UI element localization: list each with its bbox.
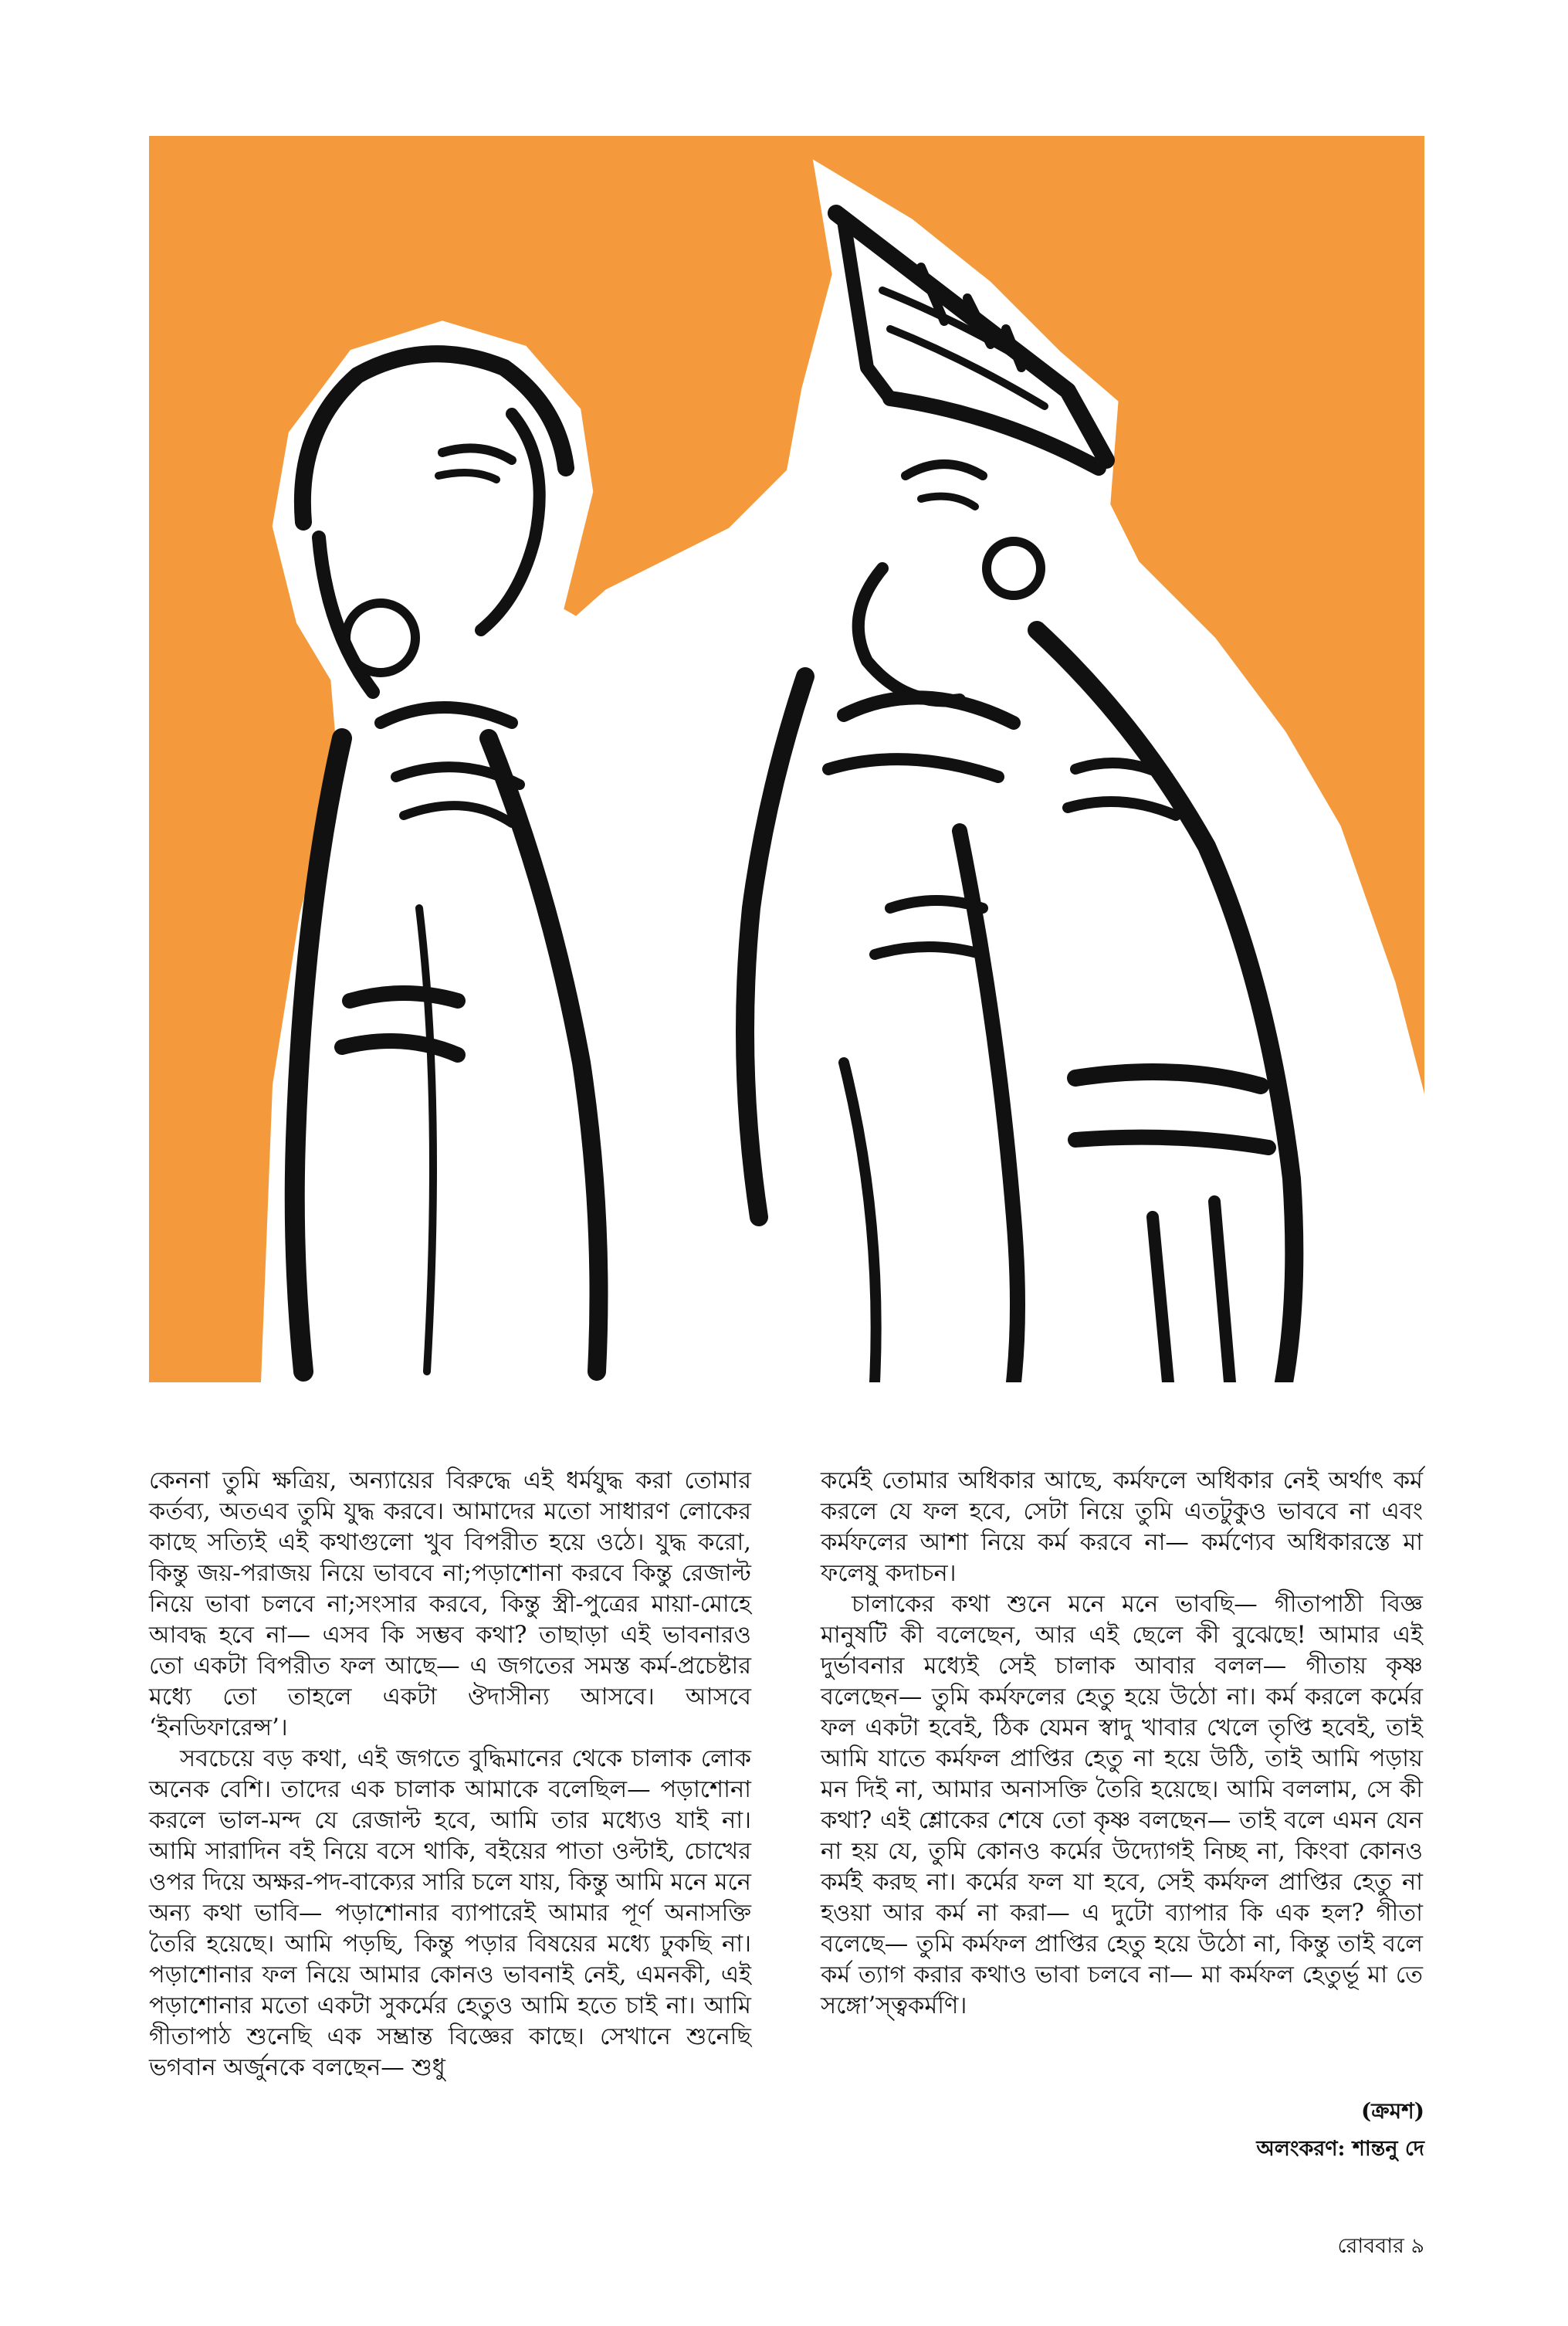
- paragraph: সবচেয়ে বড় কথা, এই জগতে বুদ্ধিমানের থেকে চালাক লোক অনেক বেশি। তাদের এক চালাক আমাকে বলেছিল— পড়াশোনা করলে ভাল-মন্দ যে রেজাল্ট হবে, আমি তার মধ্যেও যাই না। আমি সারাদিন বই নিয়ে বসে থাকি, বইয়ের পাতা ওল্টাই, চোখের ওপর দিয়ে অক্ষর-পদ-বাক্যের সারি চলে যায়, কিন্তু আমি মনে মনে অন্য কথা ভাবি— পড়াশোনার ব্যাপারেই আমার পূর্ণ অনাসক্তি তৈরি হয়েছে। আমি পড়ছি, কিন্তু পড়ার বিষয়ের মধ্যে ঢুকছি না। পড়াশোনার ফল নিয়ে আমার কোনও ভাবনাই নেই, এমনকী, এই পড়াশোনার মতো একটা সুকর্মের হেতুও আমি হতে চাই না। আমি গীতাপাঠ শুনেছি এক সম্ভ্রান্ত বিজ্ঞের কাছে। সেখানে শুনেছি ভগবান অর্জুনকে বলছেন— শুধু: [149, 1745, 751, 2081]
- paragraph: কেননা তুমি ক্ষত্রিয়, অন্যায়ের বিরুদ্ধে এই ধর্মযুদ্ধ করা তোমার কর্তব্য, অতএব তুমি যুদ্ধ করবে। আমাদের মতো সাধারণ লোকের কাছে সত্যিই এই কথাগুলো খুব বিপরীত হয়ে ওঠে। যুদ্ধ করো, কিন্তু জয়-পরাজয় নিয়ে ভাববে না;পড়াশোনা করবে কিন্তু রেজাল্ট নিয়ে ভাবা চলবে না;সংসার করবে, কিন্তু স্ত্রী-পুত্রের মায়া-মোহে আবদ্ধ হবে না— এসব কি সম্ভব কথা? তাছাড়া এই ভাবনারও তো একটা বিপরীত ফল আছে— এ জগতের সমস্ত কর্ম-প্রচেষ্টার মধ্যে তো তাহলে একটা ঔদাসীন্য আসবে। আসবে ‘ইনডিফারেন্স’।: [149, 1467, 751, 1741]
- illustration: [149, 136, 1424, 1382]
- illustration-credit: অলংকরণ: শান্তনু দে: [1256, 2137, 1424, 2161]
- page-number: রোববার ৯: [1337, 2234, 1424, 2258]
- article-column-right: [821, 1466, 1423, 2022]
- continued-label: (ক্রমশ): [1360, 2098, 1424, 2124]
- paragraph: চালাকের কথা শুনে মনে মনে ভাবছি— গীতাপাঠী বিজ্ঞ মানুষটি কী বলেছেন, আর এই ছেলে কী বুঝেছে! আমার এই দুর্ভাবনার মধ্যেই সেই চালাক আবার বলল— গীতায় কৃষ্ণ বলেছেন— তুমি কর্মফলের হেতু হয়ে উঠো না। কর্ম করলে কর্মের ফল একটা হবেই, ঠিক যেমন স্বাদু খাবার খেলে তৃপ্তি হবেই, তাই আমি যাতে কর্মফল প্রাপ্তির হেতু না হয়ে উঠি, তাই আমি পড়ায় মন দিই না, আমার অনাসক্তি তৈরি হয়েছে। আমি বললাম, সে কী কথা? এই শ্লোকের শেষে তো কৃষ্ণ বলছেন— তাই বলে এমন যেন না হয় যে, তুমি কোনও কর্মের উদ্যোগই নিচ্ছ না, কিংবা কোনও কর্মই করছ না। কর্মের ফল যা হবে, সেই কর্মফল প্রাপ্তির হেতু না হওয়া আর কর্ম না করা— এ দুটো ব্যাপার কি এক হল? গীতা বলেছে— তুমি কর্মফল প্রাপ্তির হেতু হয়ে উঠো না, কিন্তু তাই বলে কর্ম ত্যাগ করার কথাও ভাবা চলবে না— মা কর্মফল হেতুর্ভূ মা তে সঙ্গো’স্ত্বকর্মণি।: [821, 1591, 1423, 2019]
- figures-illustration-icon: [149, 136, 1424, 1382]
- paragraph: কর্মেই তোমার অধিকার আছে, কর্মফলে অধিকার নেই অর্থাৎ কর্ম করলে যে ফল হবে, সেটা নিয়ে তুমি এতটুকুও ভাববে না এবং কর্মফলের আশা নিয়ে কর্ম করবে না— কর্মণ্যেব অধিকারস্তে মা ফলেষু কদাচন।: [821, 1467, 1423, 1587]
- article-column-left: [149, 1466, 751, 2084]
